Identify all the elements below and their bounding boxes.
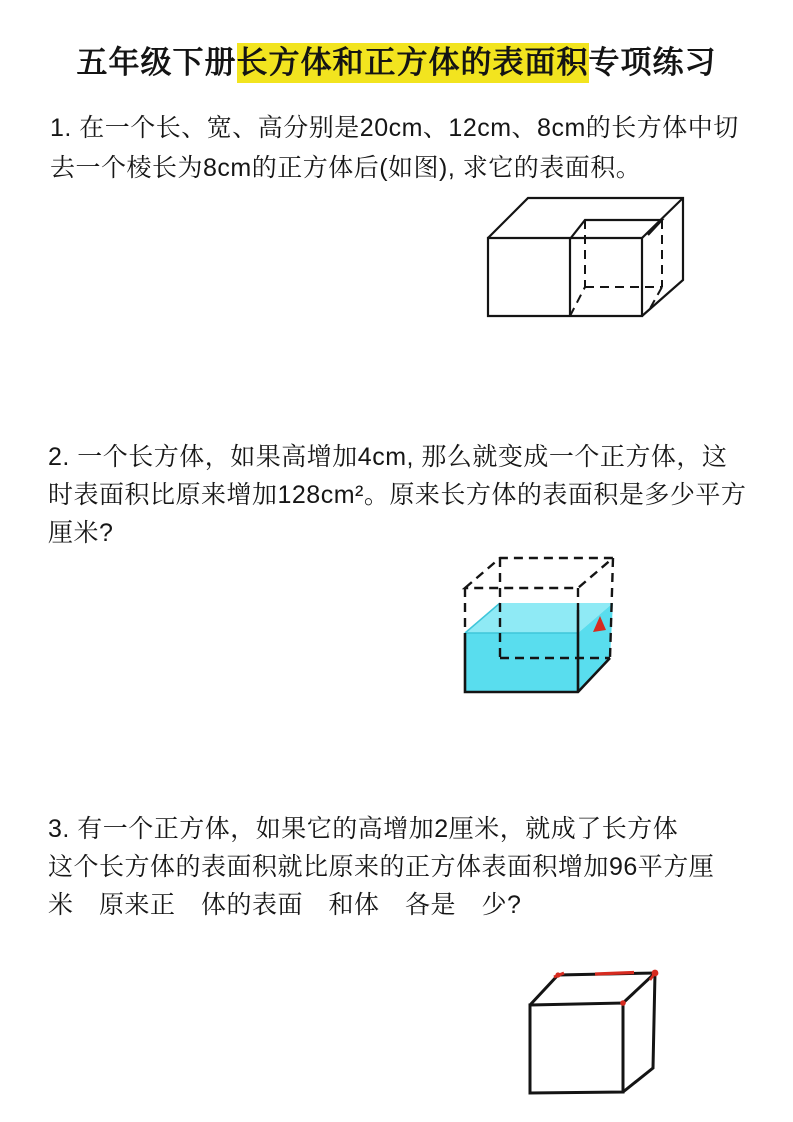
title-highlighted-text: 长方体和正方体的表面积 [237, 43, 589, 83]
problem-1-text [50, 108, 739, 188]
red-mark-top-edge [595, 973, 634, 975]
problem-3-line-3: 米 原来正 体的表面 和体 各是 少? [48, 891, 522, 919]
problem-3-text [48, 810, 714, 924]
title-post: 专项练习 [588, 45, 717, 80]
problem-2-line-3: 厘米? [48, 519, 114, 547]
problem-1-figure-cuboid-cube-cutout [470, 186, 760, 334]
problem-3-figure-cube [500, 950, 712, 1118]
problem-1-line-2: 去一个棱长为8cm的正方体后(如图), 求它的表面积。 [50, 154, 642, 182]
red-dot-front-right [620, 1000, 626, 1006]
problem-2-figure-water-box [438, 553, 666, 705]
water-front-face [465, 633, 578, 692]
problem-1-line-1: 1. 在一个长、宽、高分别是20cm、12cm、8cm的长方体中切 [50, 114, 739, 142]
page-title [0, 42, 793, 84]
problem-2-line-1: 2. 一个长方体，如果高增加4cm, 那么就变成一个正方体，这 [48, 443, 728, 471]
problem-2-line-2: 时表面积比原来增加128cm²。原来长方体的表面积是多少平方 [48, 481, 747, 509]
red-dot-back-left [555, 972, 560, 977]
problem-3-line-2: 这个长方体的表面积就比原来的正方体表面积增加96平方厘 [48, 853, 715, 881]
title-pre: 五年级下册 [76, 45, 237, 80]
problem-2-text [48, 438, 746, 552]
problem-3-line-1: 3. 有一个正方体，如果它的高增加2厘米，就成了长方体 [48, 815, 679, 843]
